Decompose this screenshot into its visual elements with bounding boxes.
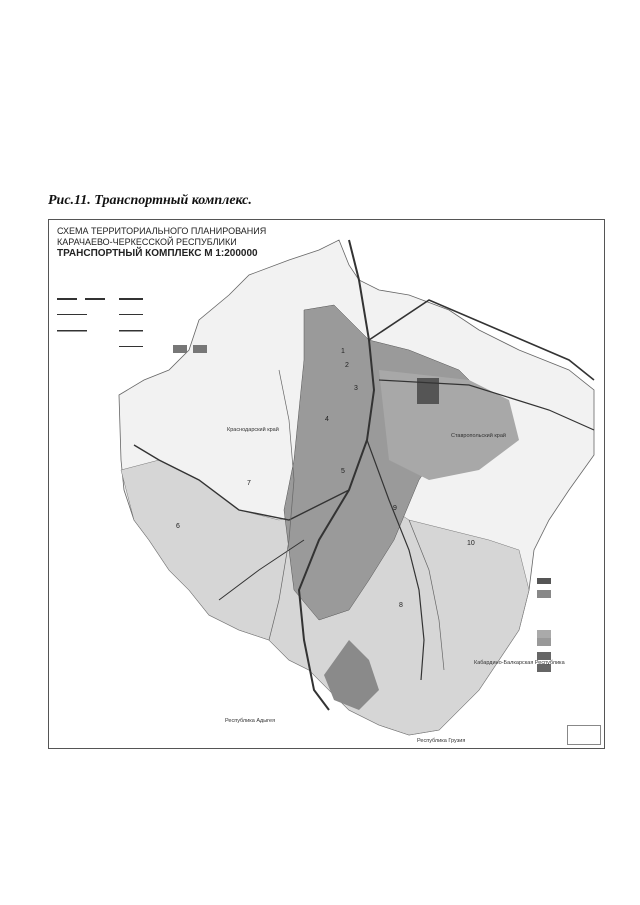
district-number: 8 — [399, 602, 403, 609]
map-title-line-3: ТРАНСПОРТНЫЙ КОМПЛЕКС М 1:200000 — [57, 248, 258, 259]
map-title — [57, 226, 266, 259]
district-number: 3 — [354, 385, 358, 392]
map-title-line-1: СХЕМА ТЕРРИТОРИАЛЬНОГО ПЛАНИРОВАНИЯ — [57, 226, 267, 236]
district-number: 9 — [393, 505, 397, 512]
district-number: 2 — [345, 362, 349, 369]
map-canvas — [49, 220, 604, 748]
district-number: 5 — [341, 468, 345, 475]
district-number: 10 — [467, 540, 475, 547]
title-block-stamp — [567, 725, 601, 745]
district-number: 7 — [247, 480, 251, 487]
label-adygea: Республика Адыгея — [225, 718, 276, 724]
label-georgia: Республика Грузия — [417, 738, 466, 744]
label-krasnodar: Краснодарский край — [227, 427, 279, 433]
district-number: 4 — [325, 416, 329, 423]
figure-caption: Рис.11. Транспортный комплекс. — [48, 193, 252, 208]
legend-swatches-left — [57, 298, 207, 353]
map-title-line-2: КАРАЧАЕВО-ЧЕРКЕССКОЙ РЕСПУБЛИКИ — [57, 237, 237, 247]
legend-swatches-right — [537, 578, 551, 672]
label-kbr: Кабардино-Балкарская Республика — [474, 660, 565, 666]
map-frame — [48, 219, 605, 749]
label-stavropol: Ставропольский край — [451, 433, 506, 439]
district-number: 6 — [176, 523, 180, 530]
district-number: 1 — [341, 348, 345, 355]
